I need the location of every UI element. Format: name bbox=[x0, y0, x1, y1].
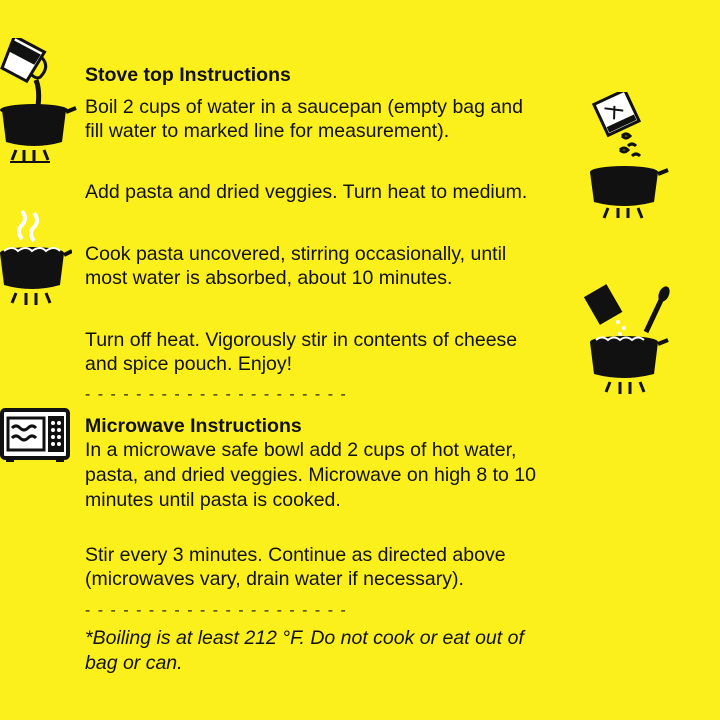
note-line2: bag or can. bbox=[85, 652, 183, 674]
stovetop-heading: Stove top Instructions bbox=[85, 64, 291, 86]
stovetop-step2-line1: Add pasta and dried veggies. Turn heat to medium. bbox=[85, 181, 528, 203]
note-separator: - - - - - - - - - - - - - - - - - - - - - bbox=[85, 602, 348, 619]
microwave-step1-line3: minutes until pasta is cooked. bbox=[85, 489, 341, 511]
pouch-and-spoon-pot-icon bbox=[584, 284, 676, 402]
microwave-step2-line1: Stir every 3 minutes. Continue as directed above bbox=[85, 544, 506, 566]
stovetop-step1-line1: Boil 2 cups of water in a saucepan (empty bag and bbox=[85, 96, 523, 118]
stovetop-step1-line2: fill water to marked line for measurement). bbox=[85, 120, 450, 142]
stovetop-step4-line1: Turn off heat. Vigorously stir in contents of cheese bbox=[85, 329, 518, 351]
microwave-heading: Microwave Instructions bbox=[85, 415, 302, 437]
stovetop-step3-line2: most water is absorbed, about 10 minutes. bbox=[85, 267, 453, 289]
pitcher-pouring-into-pot-icon bbox=[0, 38, 78, 168]
microwave-icon bbox=[0, 408, 72, 464]
stovetop-step4-line2: and spice pouch. Enjoy! bbox=[85, 353, 293, 375]
microwave-step1-line2: pasta, and dried veggies. Microwave on high 8 to 10 bbox=[85, 464, 536, 486]
bag-pouring-pasta-into-pot-icon bbox=[588, 92, 670, 220]
microwave-step1-line1: In a microwave safe bowl add 2 cups of hot water, bbox=[85, 439, 517, 461]
note-line1: *Boiling is at least 212 °F. Do not cook or eat out of bbox=[85, 627, 524, 649]
stovetop-step3-line1: Cook pasta uncovered, stirring occasionally, until bbox=[85, 243, 507, 265]
steaming-pot-icon bbox=[0, 205, 72, 315]
section-separator: - - - - - - - - - - - - - - - - - - - - - bbox=[85, 386, 348, 403]
microwave-step2-line2: (microwaves vary, drain water if necessary). bbox=[85, 568, 464, 590]
